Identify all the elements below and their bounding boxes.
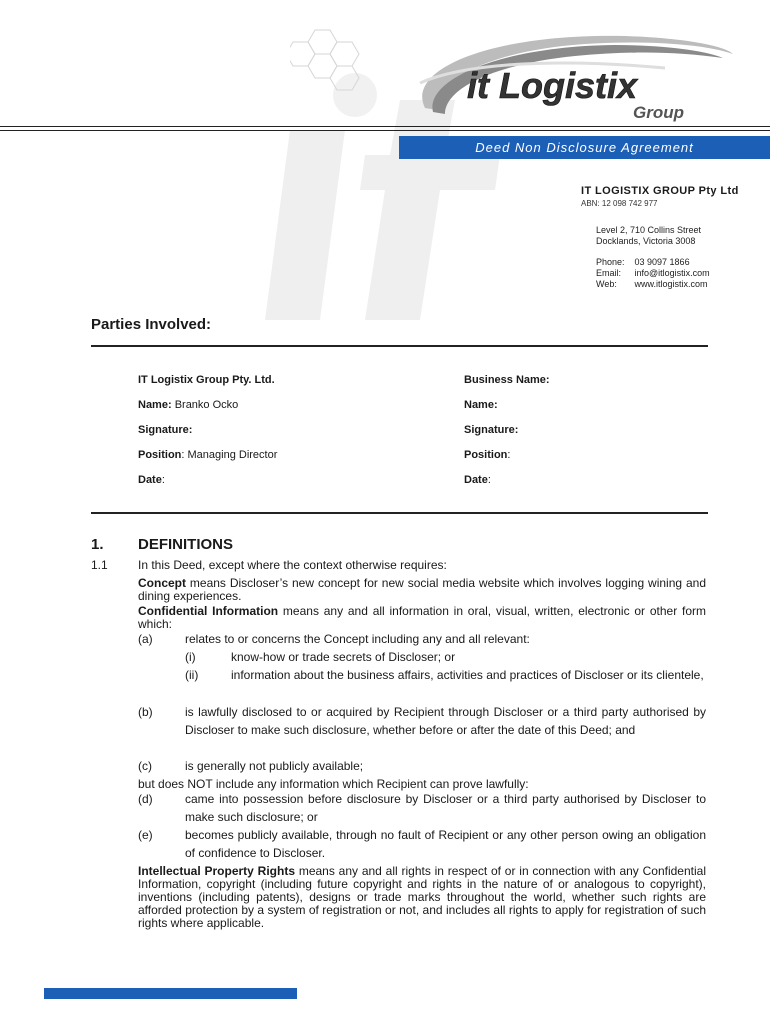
email-label: Email: xyxy=(596,268,622,278)
item-d-label: (d) xyxy=(138,792,153,806)
web-value[interactable]: www.itlogistix.com xyxy=(634,279,708,289)
contact-phone xyxy=(596,257,690,267)
party-left-date-label: Date xyxy=(138,474,162,486)
company-name: IT LOGISTIX GROUP Pty Ltd xyxy=(581,185,739,197)
web-label: Web: xyxy=(596,279,617,289)
contact-email xyxy=(596,268,710,278)
party-left-name-value: Branko Ocko xyxy=(174,399,239,411)
party-left-name xyxy=(138,399,238,411)
company-logo xyxy=(405,28,735,126)
company-abn: ABN: 12 098 742 977 xyxy=(581,199,658,208)
definition-intellectual-property-rights xyxy=(138,865,706,930)
item-b-label: (b) xyxy=(138,705,153,719)
party-right-signature-label: Signature: xyxy=(464,424,519,436)
term-confidential-information: Confidential Information xyxy=(138,604,279,618)
parties-rule-bottom xyxy=(91,512,708,514)
party-left-position xyxy=(138,449,277,461)
exclusion-intro: but does NOT include any information which Recipient can prove lawfully: xyxy=(138,777,529,791)
item-i-label: (i) xyxy=(185,650,196,664)
address-line-1: Level 2, 710 Collins Street xyxy=(596,225,702,235)
item-e-label: (e) xyxy=(138,828,153,842)
item-d-text: came into possession before disclosure by Discloser or a third party authorised by Discloser to make such disclosure; or xyxy=(185,792,706,824)
document-title-banner: Deed Non Disclosure Agreement xyxy=(399,136,770,159)
party-left-position-label: Position xyxy=(138,449,182,461)
definition-ipr-text: means any and all rights in respect of or in connection with any Confidential Information, copyright (including future copyright and rights in the nature of or analogous to copyright), inventions (including patents), designs or trade marks throughout the world, whether such rights are afforded protection by a system of registration or not, and includes all rights to apply for registration of such rights where applicable. xyxy=(138,864,706,930)
term-intellectual-property-rights: Intellectual Property Rights xyxy=(138,864,295,878)
email-value[interactable]: info@itlogistix.com xyxy=(634,268,710,278)
party-left-name-label: Name: xyxy=(138,399,172,411)
item-ii-label: (ii) xyxy=(185,668,199,682)
party-right-date xyxy=(464,474,491,486)
party-right-name-label: Name: xyxy=(464,399,498,411)
item-a-text: relates to or concerns the Concept including any and all relevant: xyxy=(185,632,530,646)
party-right-date-value: : xyxy=(487,474,491,486)
party-left-signature-label: Signature: xyxy=(138,424,193,436)
item-a-label: (a) xyxy=(138,632,153,646)
header-rule-bottom xyxy=(0,130,770,131)
section-title: DEFINITIONS xyxy=(138,536,234,553)
address-line-2: Docklands, Victoria 3008 xyxy=(596,236,696,246)
party-left-position-value: : Managing Director xyxy=(181,449,278,461)
item-i-text: know-how or trade secrets of Discloser; or xyxy=(231,650,456,664)
parties-heading: Parties Involved: xyxy=(91,316,212,333)
clause-number: 1.1 xyxy=(91,558,108,572)
clause-intro: In this Deed, except where the context otherwise requires: xyxy=(138,558,447,572)
phone-label: Phone: xyxy=(596,257,625,267)
party-right-date-label: Date xyxy=(464,474,488,486)
parties-rule-top xyxy=(91,345,708,347)
item-c-label: (c) xyxy=(138,759,152,773)
party-left-date xyxy=(138,474,165,486)
item-e-text: becomes publicly available, through no fault of Recipient or any other person owing an obligation of confidence to Discloser. xyxy=(185,828,706,860)
term-concept: Concept xyxy=(138,576,186,590)
header-rule-top xyxy=(0,126,770,127)
section-number: 1. xyxy=(91,536,104,553)
party-right-position-label: Position xyxy=(464,449,508,461)
logo-wordmark: it Logistix xyxy=(467,65,637,106)
item-ii-text: information about the business affairs, activities and practices of Discloser or its clientele, xyxy=(231,668,704,682)
footer-accent-bar xyxy=(44,988,297,999)
definition-confidential-information xyxy=(138,605,706,631)
party-right-org: Business Name: xyxy=(464,374,550,386)
item-c-text: is generally not publicly available; xyxy=(185,759,364,773)
definition-ci-text: means any and all information in oral, visual, written, electronic or other form which: xyxy=(138,604,706,631)
hexagon-pattern-decoration xyxy=(290,20,380,110)
party-right-position-value: : xyxy=(507,449,511,461)
definition-concept-text: means Discloser’s new concept for new social media website which involves logging wining and dining experiences. xyxy=(138,576,706,603)
phone-value: 03 9097 1866 xyxy=(634,257,690,267)
contact-web xyxy=(596,279,708,289)
item-b-text: is lawfully disclosed to or acquired by Recipient through Discloser or a third party authorised by Discloser to make such disclosure, whether before or after the date of this Deed; and xyxy=(185,705,706,737)
party-left-date-value: : xyxy=(161,474,165,486)
party-left-org: IT Logistix Group Pty. Ltd. xyxy=(138,374,275,386)
logo-subtext: Group xyxy=(633,103,684,122)
party-right-position xyxy=(464,449,510,461)
definition-concept xyxy=(138,577,706,603)
